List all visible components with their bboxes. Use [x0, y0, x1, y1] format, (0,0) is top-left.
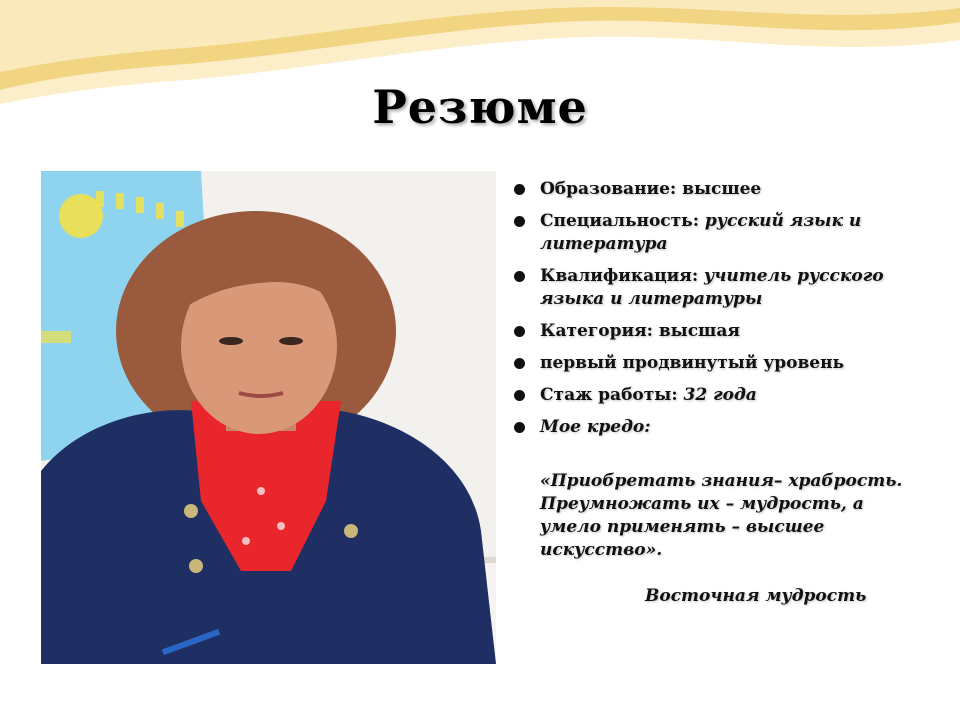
list-item-experience — [512, 384, 912, 407]
experience-label: Стаж работы: — [540, 385, 678, 405]
portrait-photo — [41, 171, 496, 664]
credo-quote: «Приобретать знания– храбрость. Преумножать их – мудрость, а умело применять – высшее искусство». — [540, 471, 903, 560]
bullet-icon — [514, 326, 525, 337]
list-item-qualification — [512, 265, 912, 311]
credo-label: Мое кредо: — [540, 417, 651, 437]
specialty-label: Специальность: — [540, 211, 699, 231]
slide-title: Резюме — [372, 80, 588, 134]
bullet-icon — [514, 390, 525, 401]
list-item-credo — [512, 416, 912, 439]
bullet-icon — [514, 216, 525, 227]
category-label: Категория: — [540, 321, 653, 341]
resume-list — [512, 178, 912, 448]
category-value: высшая — [652, 321, 740, 341]
quote-source: Восточная мудрость — [645, 586, 867, 606]
level-label: первый продвинутый уровень — [540, 353, 845, 373]
list-item-category — [512, 320, 912, 343]
bullet-icon — [514, 271, 525, 282]
bullet-icon — [514, 358, 525, 369]
list-item-level — [512, 352, 912, 375]
qualification-label: Квалификация: — [540, 266, 699, 286]
education-value: высшее — [676, 179, 762, 199]
specialty-value: русский язык и литература — [540, 211, 862, 254]
list-item-education — [512, 178, 912, 201]
education-label: Образование: — [540, 179, 677, 199]
bullet-icon — [514, 184, 525, 195]
experience-value: 32 года — [677, 385, 757, 405]
list-item-specialty — [512, 210, 912, 256]
bullet-icon — [514, 422, 525, 433]
qualification-value: учитель русского языка и литературы — [540, 266, 884, 309]
